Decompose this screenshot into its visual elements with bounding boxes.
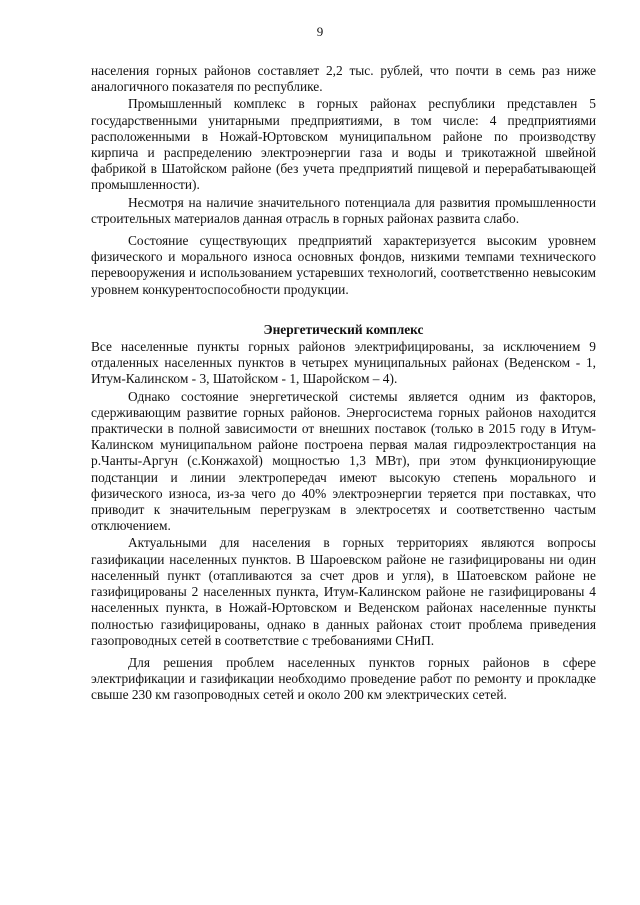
paragraph-electrification: Все населенные пункты горных районов электрифицированы, за исключением 9 отдаленных населенных пунктов в четырех муниципальных районах (Веденском - 1, Итум-Калинском - 3, Шатойском - 1, Шаройском – 4). — [91, 339, 596, 387]
document-body — [91, 62, 596, 704]
paragraph-gasification: Актуальными для населения в горных территориях являются вопросы газификации населенных пунктов. В Шароевском районе не газифицированы ни один населенный пункт (отапливаются за счет дров и угля), в Шатоевском районе не газифицированы 2 населенных пункта, Итум-Калинском районе не газифицированы 4 населенных пункта, в Ножай-Юртовском и Веденском районах населенные пункты полностью газифицированы, однако в данных районах стоит проблема приведения газопроводных сетей в соответствие с требованиями СНиП. — [91, 535, 596, 648]
paragraph-repair-works: Для решения проблем населенных пунктов горных районов в сфере электрификации и газификации необходимо проведение работ по ремонту и прокладке свыше 230 км газопроводных сетей и около 200 км электрических сетей. — [91, 654, 596, 703]
paragraph-building-materials: Несмотря на наличие значительного потенциала для развития промышленности строительных материалов данная отрасль в горных районах развита слабо. — [91, 194, 596, 226]
paragraph-industrial-complex: Промышленный комплекс в горных районах республики представлен 5 государственными унитарными предприятиями, в том числе: 4 предприятиями расположенными в Ножай-Юртовском муниципальном районе по производству кирпича и распределению электроэнергии газа и воды и трикотажной швейной фабрикой в Шатойском районе (без учета предприятий пищевой и перерабатывающей промышленности). — [91, 96, 596, 193]
paragraph-enterprise-condition: Состояние существующих предприятий характеризуется высоким уровнем физического и морального износа основных фондов, низкими темпами технического перевооружения и использованием устаревших технологий, соответственно невысоким уровнем конкурентоспособности продукции. — [91, 233, 596, 297]
page-number: 9 — [316, 24, 324, 39]
section-heading-energy: Энергетический комплекс — [263, 321, 424, 337]
paragraph-population-income: населения горных районов составляет 2,2 тыс. рублей, что почти в семь раз ниже аналогичного показателя по республике. — [91, 63, 596, 95]
paragraph-energy-system: Однако состояние энергетической системы является одним из факторов, сдерживающим развитие горных районов. Энергосистема горных районов находится практически в полной зависимости от внешних поставок (только в 2015 году в Итум-Калинском муниципальном районе построена первая малая гидроэлектростанция на р.Чанты-Аргун (с.Конжахой) мощностью 1,3 МВт), при этом функционирующие подстанции и линии электропередач имеют высокую степень морального и физического износа, из-за чего до 40% электроэнергии теряется при поставках, что приводит к значительным перегрузкам в электросетях и соответственно частым отключением. — [91, 388, 596, 534]
